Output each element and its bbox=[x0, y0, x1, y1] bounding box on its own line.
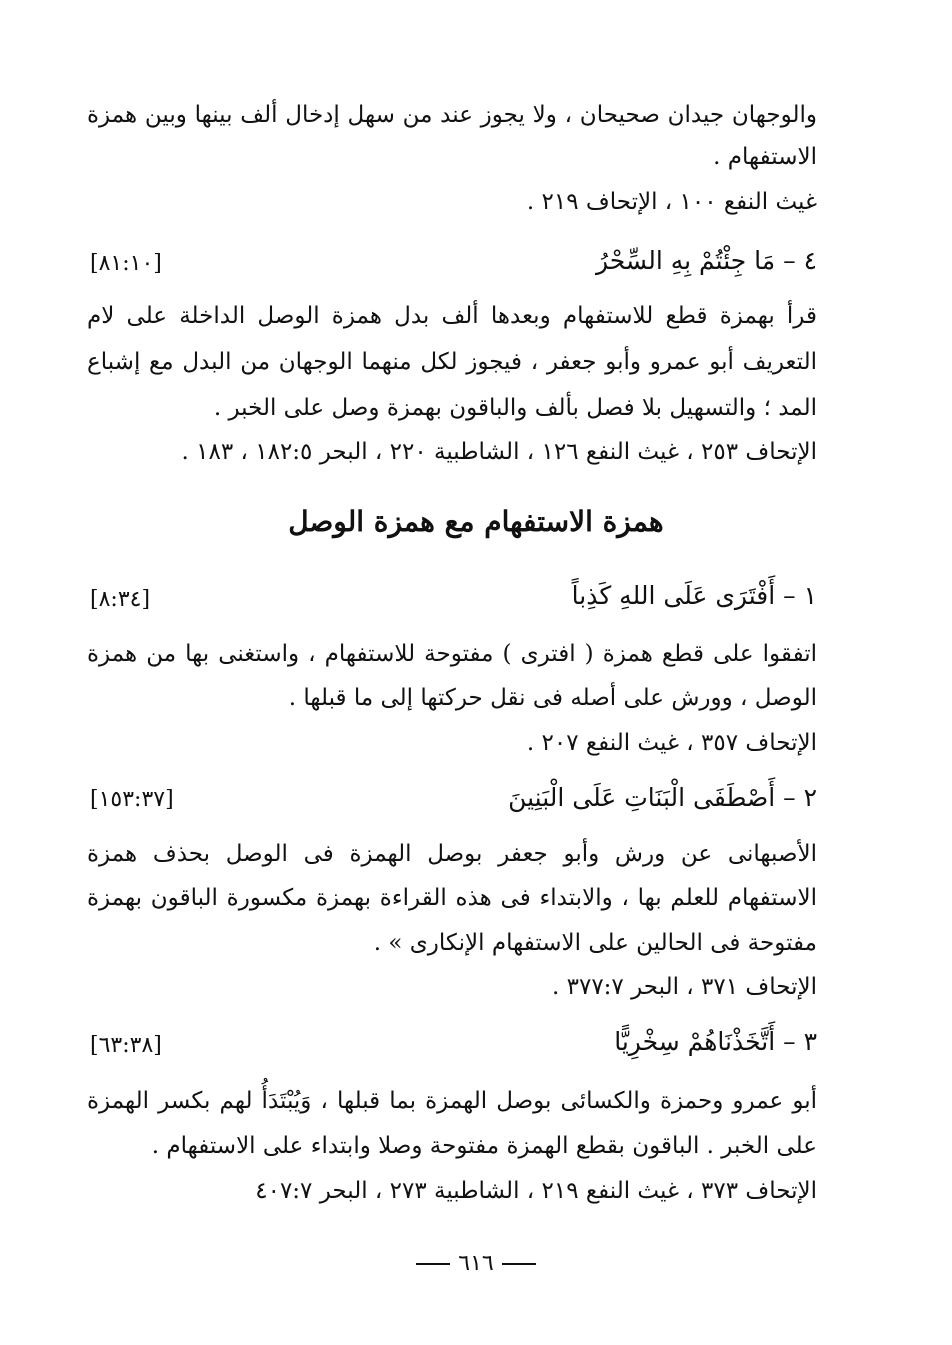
citation-line: الإتحاف ٣٧٣ ، غيث النفع ٢١٩ ، الشاطبية ٢٧٣ ، البحر ٤٠٧:٧ bbox=[255, 1178, 817, 1204]
body-line: التعريف أبو عمرو وأبو جعفر ، فيجوز لكل منهما الوجهان من البدل مع إشباع bbox=[87, 349, 817, 375]
body-line: اتفقوا على قطع همزة ( افترى ) مفتوحة للاستفهام ، واستغنى بها من همزة bbox=[87, 641, 817, 667]
body-line: قرأ بهمزة قطع للاستفهام وبعدها ألف بدل همزة الوصل الداخلة على لام bbox=[87, 303, 817, 329]
citation-line: الإتحاف ٣٥٧ ، غيث النفع ٢٠٧ . bbox=[526, 730, 817, 756]
verse-item-label: ٢ – أَصْطَفَى الْبَنَاتِ عَلَى الْبَنِينَ bbox=[508, 783, 817, 812]
page-number: ٦١٦ bbox=[458, 1251, 494, 1276]
verse-reference: [١٥٣:٣٧] bbox=[90, 787, 174, 812]
body-line: أبو عمرو وحمزة والكسائى بوصل الهمزة بما قبلها ، وَيُبْتَدَأُ لهم بكسر الهمزة bbox=[87, 1088, 817, 1114]
section-heading: همزة الاستفهام مع همزة الوصل bbox=[288, 505, 664, 538]
body-line: الوصل ، وورش على أصله فى نقل حركتها إلى ما قبلها . bbox=[288, 685, 817, 711]
body-line: الأصبهانى عن ورش وأبو جعفر بوصل الهمزة فى الوصل بحذف همزة bbox=[87, 841, 817, 867]
body-line: المد ؛ والتسهيل بلا فصل بألف والباقون بهمزة وصل على الخبر . bbox=[213, 395, 817, 421]
body-line: الاستفهام للعلم بها ، والابتداء فى هذه القراءة بهمزة مكسورة الباقون بهمزة bbox=[87, 885, 817, 911]
verse-reference: [٨١:١٠] bbox=[90, 251, 162, 276]
verse-item-label: ٤ – مَا جِئْتُمْ بِهِ السِّحْرُ bbox=[595, 246, 817, 275]
verse-item-label: ٣ – أَتَّخَذْنَاهُمْ سِخْرِيًّا bbox=[614, 1027, 817, 1056]
dash-decoration bbox=[502, 1263, 536, 1265]
citation-line: الإتحاف ٣٧١ ، البحر ٣٧٧:٧ . bbox=[551, 974, 817, 1000]
citation-line: الإتحاف ٢٥٣ ، غيث النفع ١٢٦ ، الشاطبية ٢٢٠ ، البحر ١٨٢:٥ ، ١٨٣ . bbox=[181, 439, 817, 465]
citation-line: غيث النفع ١٠٠ ، الإتحاف ٢١٩ . bbox=[526, 189, 817, 215]
page-number-footer bbox=[0, 1246, 952, 1282]
verse-item-label: ١ – أَفْتَرَى عَلَى اللهِ كَذِباً bbox=[571, 581, 817, 610]
dash-decoration bbox=[416, 1263, 450, 1265]
body-line: مفتوحة فى الحالين على الاستفهام الإنكارى » . bbox=[373, 930, 817, 956]
body-line: على الخبر . الباقون بقطع الهمزة مفتوحة وصلا وابتداء على الاستفهام . bbox=[151, 1133, 817, 1159]
verse-reference: [٨:٣٤] bbox=[90, 587, 151, 612]
body-line: الاستفهام . bbox=[713, 144, 817, 170]
verse-reference: [٦٣:٣٨] bbox=[90, 1033, 162, 1058]
body-line: والوجهان جيدان صحيحان ، ولا يجوز عند من سهل إدخال ألف بينها وبين همزة bbox=[87, 102, 817, 128]
